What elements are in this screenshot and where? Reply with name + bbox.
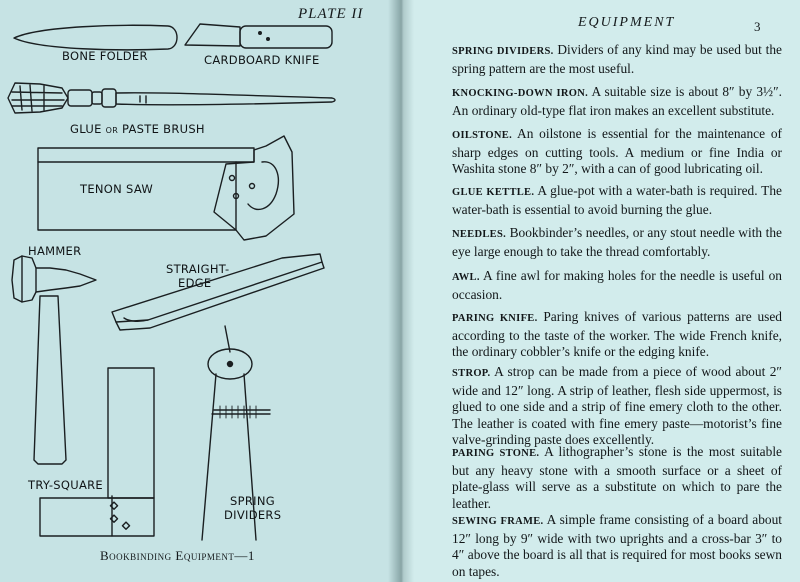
entry-text: Bookbinder’s needles, or any stout needle with the eye large enough to take the thread comfortably. <box>452 225 782 259</box>
bone-folder-illustration <box>14 25 177 49</box>
entry-term: PARING STONE. <box>452 448 540 459</box>
entry-text: A fine awl for making holes for the needle is useful on occasion. <box>452 268 782 302</box>
page-number: 3 <box>754 19 761 34</box>
entry-knocking-down-iron <box>452 84 782 119</box>
plate-number: PLATE II <box>298 6 364 22</box>
glue-brush-label-part-2: OR <box>105 126 119 135</box>
running-header-title: EQUIPMENT <box>578 15 676 30</box>
spring-dividers-label-line-1: SPRING <box>230 494 275 508</box>
entry-glue-kettle <box>452 183 782 218</box>
entry-text: A suitable size is about 8″ by 3½″. An ordinary old-type flat iron makes an excellent substitute. <box>452 84 783 118</box>
tenon-saw-label: TENON SAW <box>80 182 154 196</box>
entry-term: PARING KNIFE. <box>452 313 538 324</box>
entry-text: A strop can be made from a piece of wood about 2″ wide and 12″ long. A strip of leather, flesh side uppermost, is glued to one side and a strip of fine emery cloth to the other. The leather is coated with fine emery paste—motorist’s fine valve-grinding paste does excellently. <box>452 364 782 447</box>
hammer-label: HAMMER <box>28 244 82 258</box>
entry-term: NEEDLES. <box>452 229 507 240</box>
plate-caption: Bookbinding Equipment—1 <box>100 548 255 563</box>
straight-edge-label-line-2: EDGE <box>178 276 212 290</box>
cardboard-knife-illustration <box>185 24 332 48</box>
glue-brush-illustration <box>8 83 335 113</box>
straight-edge-label-line-1: STRAIGHT- <box>166 262 230 276</box>
try-square-label: TRY-SQUARE <box>28 478 103 492</box>
entry-term: SPRING DIVIDERS. <box>452 46 554 57</box>
entry-spring-dividers <box>452 42 782 77</box>
entry-term: SEWING FRAME. <box>452 516 544 527</box>
entry-text: A simple frame consisting of a board about 12″ long by 9″ wide with two uprights and a cross-bar 3″ to 4″ above the board is all that is required for most books sewn on tapes. <box>452 512 782 579</box>
book-gutter <box>388 0 414 582</box>
entry-text: Dividers of any kind may be used but the spring pattern are the most useful. <box>452 42 782 76</box>
cardboard-knife-label: CARDBOARD KNIFE <box>204 53 320 67</box>
entry-term: GLUE KETTLE. <box>452 187 535 198</box>
bone-folder-label: BONE FOLDER <box>62 49 148 63</box>
glue-brush-label-part-1: GLUE <box>70 122 106 136</box>
tenon-saw-illustration <box>38 136 294 240</box>
try-square-illustration <box>40 368 154 536</box>
hammer-illustration <box>12 256 96 464</box>
entry-strop <box>452 364 782 449</box>
entry-text: A glue-pot with a water-bath is required. The water-bath is essential to avoid burning the glue. <box>452 183 782 217</box>
entry-paring-knife <box>452 309 782 361</box>
entry-awl <box>452 268 782 303</box>
entry-term: STROP. <box>452 368 491 379</box>
entry-term: OILSTONE. <box>452 130 512 141</box>
entry-term: KNOCKING-DOWN IRON. <box>452 88 589 99</box>
entry-term: AWL. <box>452 272 480 283</box>
spring-dividers-label-line-2: DIVIDERS <box>224 508 282 522</box>
entry-oilstone <box>452 126 782 178</box>
glue-brush-label <box>70 122 205 136</box>
entry-paring-stone <box>452 444 782 512</box>
entry-text: Paring knives of various patterns are used according to the taste of the worker. The wide French knife, the ordinary cobbler’s knife or the edging knife. <box>452 309 782 359</box>
glue-brush-label-part-3: PASTE BRUSH <box>118 122 205 136</box>
entry-needles <box>452 225 782 260</box>
entry-sewing-frame <box>452 512 782 580</box>
entry-text: A lithographer’s stone is the most suitable but any heavy stone with a smooth surface or a sheet of plate-glass will serve as a substitute on which to pare the leather. <box>452 444 782 511</box>
entry-text: An oilstone is essential for the maintenance of sharp edges on cutting tools. A medium or fine India or Washita stone 8″ by 2″, with a can of good lubricating oil. <box>452 126 782 176</box>
